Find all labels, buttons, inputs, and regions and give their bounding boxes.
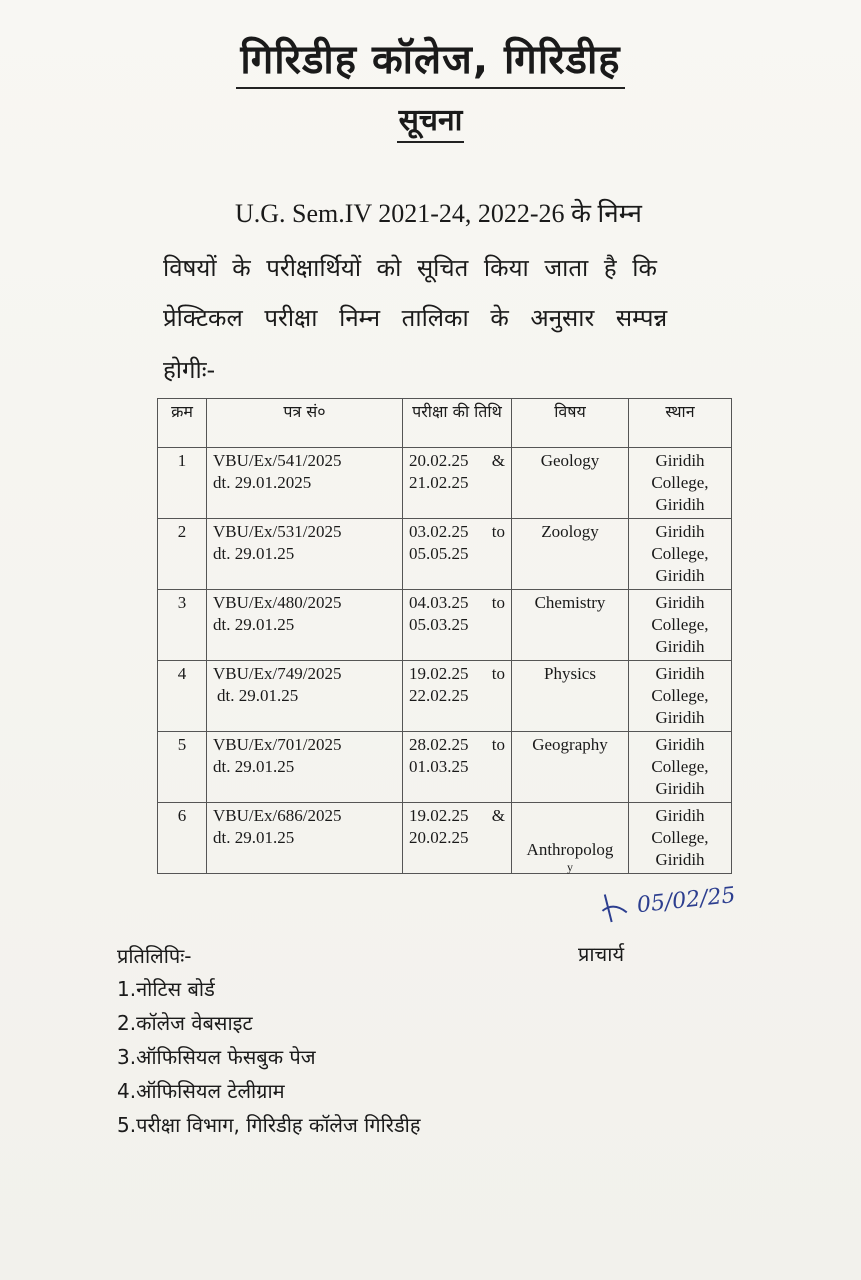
venue-line-3: Giridih — [655, 566, 705, 585]
body-line-3: प्रेक्टिकल परीक्षा निम्न तालिका के अनुसार सम्पन्न — [163, 304, 668, 332]
date-to: 21.02.25 — [409, 473, 469, 492]
venue-cell — [629, 448, 732, 519]
subject-cell: Geography — [512, 732, 629, 803]
col-header-venue: स्थान — [629, 399, 732, 448]
col-header-letter-no: पत्र सं० — [207, 399, 403, 448]
venue-line-1: Giridih — [655, 451, 705, 470]
date-separator: to — [491, 593, 505, 612]
serial-cell: 6 — [158, 803, 207, 874]
venue-line-2: College, — [651, 473, 709, 492]
copy-to-label: प्रतिलिपिः- — [117, 944, 192, 968]
date-cell — [403, 732, 512, 803]
college-name: गिरिडीह कॉलेज, गिरिडीह — [236, 37, 624, 89]
letter-cell — [207, 590, 403, 661]
letter-date: dt. 29.01.2025 — [213, 473, 312, 492]
subject-cell — [512, 803, 629, 874]
serial-cell: 2 — [158, 519, 207, 590]
notice-heading — [0, 98, 861, 139]
venue-line-1: Giridih — [655, 593, 705, 612]
letter-number: VBU/Ex/701/2025 — [213, 735, 342, 754]
subject-text: Anthropolog — [526, 840, 614, 859]
practical-schedule-table — [157, 398, 732, 874]
date-cell — [403, 803, 512, 874]
letter-date: dt. 29.01.25 — [213, 828, 295, 847]
col-header-serial: क्रम — [158, 399, 207, 448]
serial-cell: 5 — [158, 732, 207, 803]
date-from: 03.02.25 — [409, 522, 469, 541]
venue-line-2: College, — [651, 615, 709, 634]
letter-date: dt. 29.01.25 — [213, 757, 295, 776]
principal-designation: प्राचार्य — [578, 942, 625, 966]
letter-cell — [207, 661, 403, 732]
copy-item: 1.नोटिस बोर्ड — [117, 977, 215, 1001]
venue-cell — [629, 732, 732, 803]
date-from: 28.02.25 — [409, 735, 469, 754]
venue-line-3: Giridih — [655, 708, 705, 727]
principal-signature — [599, 879, 738, 927]
venue-cell — [629, 519, 732, 590]
date-separator: to — [491, 664, 505, 683]
venue-line-1: Giridih — [655, 522, 705, 541]
venue-line-1: Giridih — [655, 735, 705, 754]
date-separator: & — [491, 806, 505, 825]
col-header-exam-date: परीक्षा की तिथि — [403, 399, 512, 448]
table-row — [158, 661, 732, 732]
letter-number: VBU/Ex/541/2025 — [213, 451, 342, 470]
table-row — [158, 519, 732, 590]
venue-cell — [629, 661, 732, 732]
letter-cell — [207, 803, 403, 874]
copy-item: 4.ऑफिसियल टेलीग्राम — [117, 1079, 285, 1103]
venue-line-2: College, — [651, 544, 709, 563]
col-header-subject: विषय — [512, 399, 629, 448]
venue-line-3: Giridih — [655, 850, 705, 869]
copy-item: 2.कॉलेज वेबसाइट — [117, 1011, 253, 1035]
letter-cell — [207, 448, 403, 519]
subject-cell: Physics — [512, 661, 629, 732]
date-separator: & — [491, 451, 505, 470]
letter-cell — [207, 519, 403, 590]
venue-line-1: Giridih — [655, 664, 705, 683]
signature-date: 05/02/25 — [635, 882, 737, 919]
letter-number: VBU/Ex/531/2025 — [213, 522, 342, 541]
body-line-4: होगीः- — [163, 356, 216, 384]
subject-cell: Zoology — [512, 519, 629, 590]
letter-cell — [207, 732, 403, 803]
serial-cell: 1 — [158, 448, 207, 519]
body-line-2: विषयों के परीक्षार्थियों को सूचित किया जाता है कि — [163, 254, 657, 282]
date-to: 05.05.25 — [409, 544, 469, 563]
notice-label: सूचना — [397, 103, 465, 143]
copy-item: 3.ऑफिसियल फेसबुक पेज — [117, 1045, 316, 1069]
date-cell — [403, 590, 512, 661]
venue-line-3: Giridih — [655, 495, 705, 514]
letter-date: dt. 29.01.25 — [217, 686, 299, 705]
letter-date: dt. 29.01.25 — [213, 544, 295, 563]
date-from: 19.02.25 — [409, 806, 469, 825]
notice-body — [163, 198, 728, 388]
table-row — [158, 590, 732, 661]
date-to: 01.03.25 — [409, 757, 469, 776]
table-row — [158, 803, 732, 874]
date-cell — [403, 519, 512, 590]
serial-cell: 3 — [158, 590, 207, 661]
subject-cell: Geology — [512, 448, 629, 519]
signature-flourish-icon — [599, 890, 632, 927]
date-to: 05.03.25 — [409, 615, 469, 634]
college-title — [0, 30, 861, 85]
letter-date: dt. 29.01.25 — [213, 615, 295, 634]
venue-line-3: Giridih — [655, 779, 705, 798]
subject-cell: Chemistry — [512, 590, 629, 661]
table-row — [158, 732, 732, 803]
subject-wrap: y — [567, 860, 573, 874]
body-line-1: U.G. Sem.IV 2021-24, 2022-26 के निम्न — [235, 199, 642, 228]
date-from: 19.02.25 — [409, 664, 469, 683]
date-cell — [403, 661, 512, 732]
date-to: 22.02.25 — [409, 686, 469, 705]
date-separator: to — [491, 735, 505, 754]
table-row — [158, 448, 732, 519]
date-from: 20.02.25 — [409, 451, 469, 470]
serial-cell: 4 — [158, 661, 207, 732]
date-cell — [403, 448, 512, 519]
venue-line-3: Giridih — [655, 637, 705, 656]
table-header-row — [158, 399, 732, 448]
date-to: 20.02.25 — [409, 828, 469, 847]
venue-cell — [629, 803, 732, 874]
venue-line-2: College, — [651, 828, 709, 847]
letter-number: VBU/Ex/749/2025 — [213, 664, 342, 683]
venue-line-2: College, — [651, 686, 709, 705]
copy-item: 5.परीक्षा विभाग, गिरिडीह कॉलेज गिरिडीह — [117, 1113, 421, 1137]
date-from: 04.03.25 — [409, 593, 469, 612]
venue-cell — [629, 590, 732, 661]
venue-line-2: College, — [651, 757, 709, 776]
letter-number: VBU/Ex/480/2025 — [213, 593, 342, 612]
date-separator: to — [491, 522, 505, 541]
letter-number: VBU/Ex/686/2025 — [213, 806, 342, 825]
venue-line-1: Giridih — [655, 806, 705, 825]
